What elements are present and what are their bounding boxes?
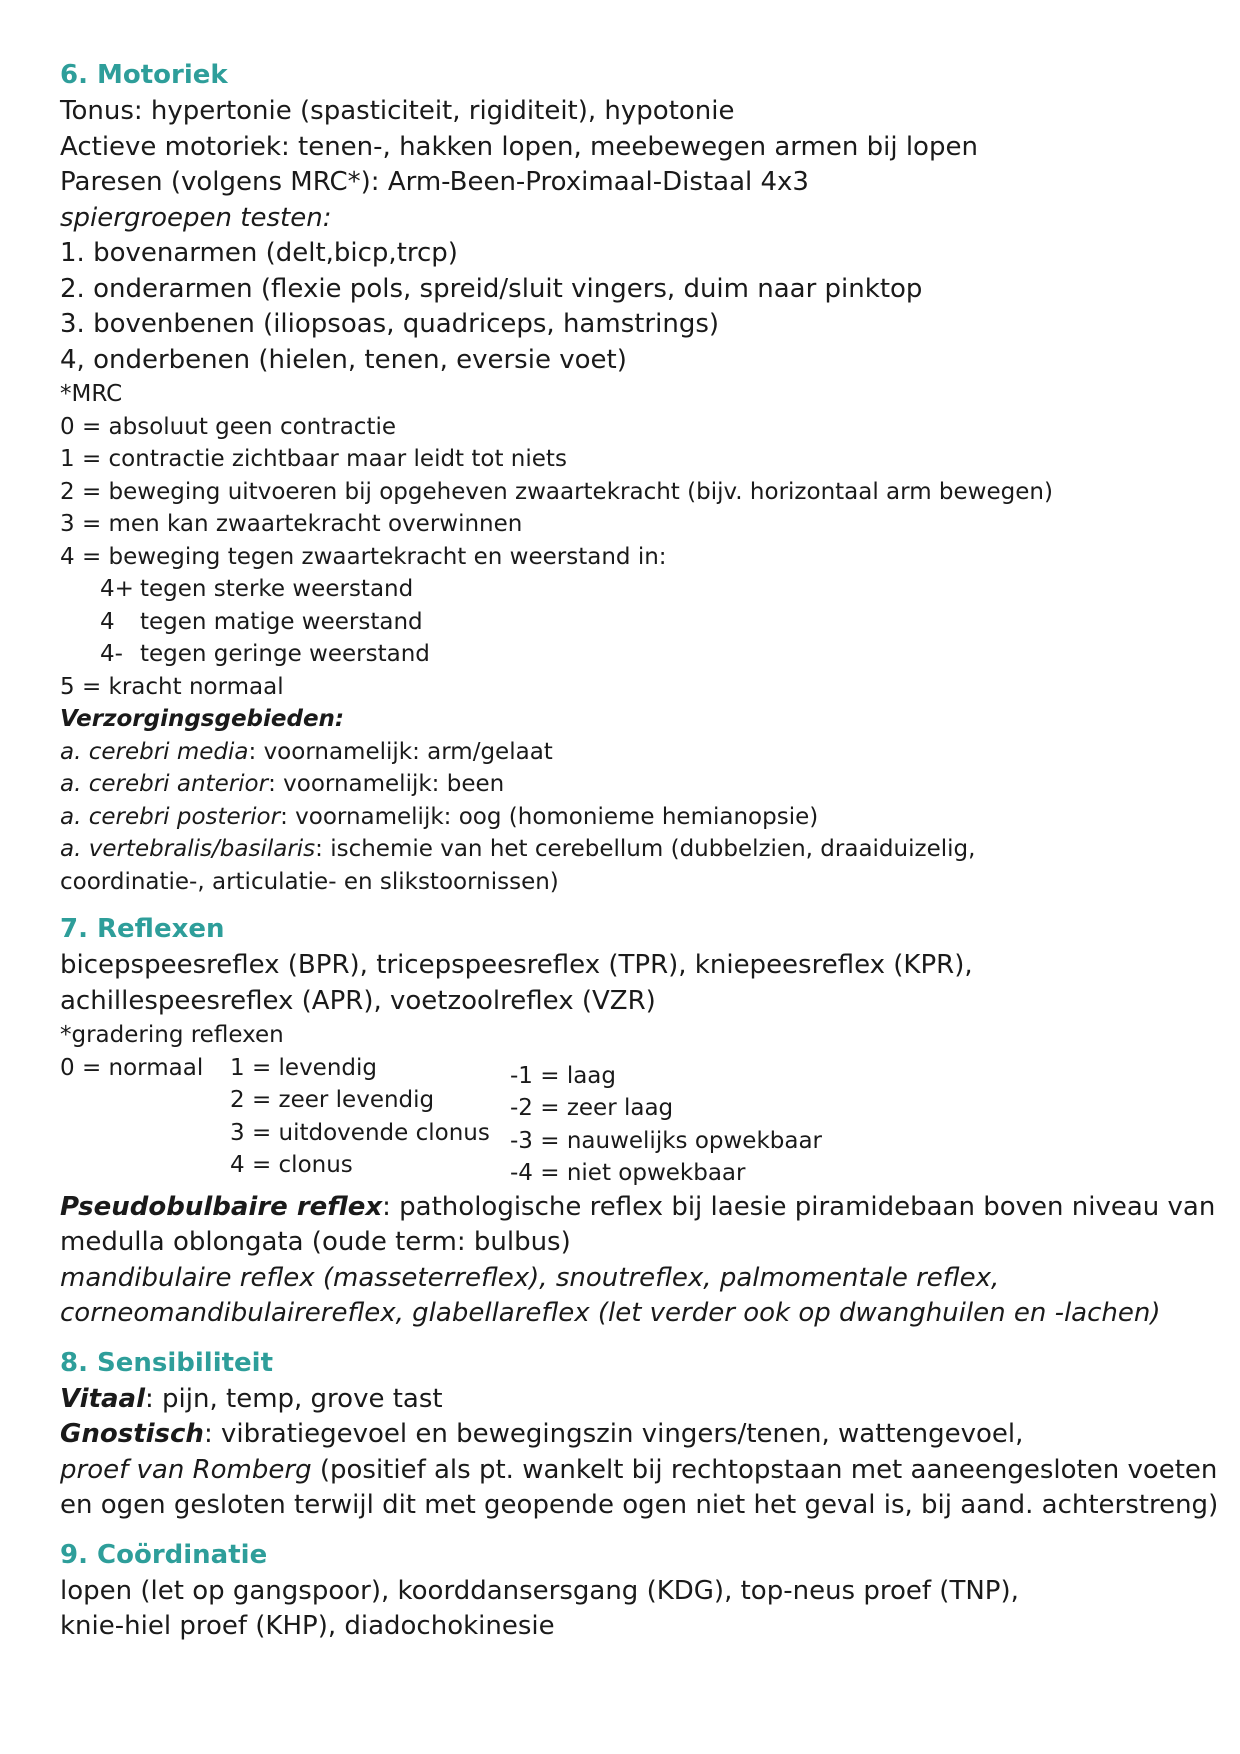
section-title: 8. Sensibiliteit — [60, 1347, 274, 1378]
artery-text: : ischemie van het cerebellum (dubbelzien, draaiduizelig, — [315, 836, 976, 862]
subgrade-code: 4 — [100, 608, 115, 635]
artery-text: : voornamelijk: oog (homonieme hemianopsie) — [280, 803, 819, 830]
romberg-line — [60, 1453, 1218, 1489]
subgrade-code: 4+ — [100, 576, 134, 602]
subgrade-text: tegen sterke weerstand — [140, 576, 414, 602]
subgrade-code: 4- — [100, 641, 123, 667]
grading-entry: 3 = uitdovende clonus — [230, 1119, 490, 1146]
grading-column — [230, 1052, 490, 1182]
pseudobulbaire-continuation: medulla oblongata (oude term: bulbus) — [60, 1227, 571, 1257]
artery-line — [60, 736, 1200, 769]
coordinatie-line: lopen (let op gangspoor), koorddansersgang (KDG), top-neus proef (TNP), — [60, 1575, 1019, 1606]
mrc-subgrade — [60, 638, 1200, 671]
section-coordinatie — [60, 1536, 1200, 1645]
section-sensibiliteit — [60, 1344, 1219, 1524]
artery-line — [60, 768, 1200, 801]
artery-name: a. cerebri anterior — [60, 771, 269, 797]
mrc-grade: 3 = men kan zwaartekracht overwinnen — [60, 511, 523, 537]
actieve-motoriek-line: Actieve motoriek: tenen-, hakken lopen, meebewegen armen bij lopen — [60, 131, 978, 162]
section-reflexen — [60, 910, 1216, 1332]
artery-name: a. cerebri media — [60, 738, 249, 765]
artery-continuation: coordinatie-, articulatie- en slikstoornissen) — [60, 868, 559, 895]
grading-entry: -4 = niet opwekbaar — [510, 1160, 746, 1186]
grading-column — [510, 1060, 822, 1190]
romberg-text: (positief als pt. wankelt bij rechtopstaan met aaneengesloten voeten — [311, 1454, 1218, 1485]
document-page — [60, 56, 1219, 1645]
paresen-line: Paresen (volgens MRC*): Arm-Been-Proximaal-Distaal 4x3 — [60, 167, 809, 197]
reflex-examples: mandibulaire reflex (masseterreflex), snoutreflex, palmomentale reflex, — [60, 1262, 1000, 1293]
gradering-label: *gradering reflexen — [60, 1022, 284, 1048]
list-item: 2. onderarmen (flexie pols, spreid/sluit vingers, duim naar pinktop — [60, 273, 923, 304]
artery-text: : voornamelijk: been — [268, 771, 505, 797]
pseudobulbaire-text: : pathologische reflex bij laesie piramidebaan boven niveau van — [382, 1191, 1216, 1222]
artery-text: : voornamelijk: arm/gelaat — [248, 738, 553, 765]
mrc-subgrade — [60, 573, 1200, 606]
verzorgingsgebieden-title: Verzorgingsgebieden: — [60, 706, 345, 732]
section-motoriek — [60, 56, 1200, 898]
romberg-term: proef van Romberg — [60, 1454, 312, 1485]
mrc-grade: 1 = contractie zichtbaar maar leidt tot niets — [60, 446, 567, 472]
section-title: 9. Coördinatie — [60, 1539, 268, 1570]
gnostisch-text: : vibratiegevoel en bewegingszin vingers/tenen, wattengevoel, — [203, 1419, 1024, 1449]
vitaal-line — [60, 1382, 1200, 1418]
gnostisch-line — [60, 1417, 1200, 1453]
mrc-grade: 5 = kracht normaal — [60, 673, 284, 700]
spiergroepen-label: spiergroepen testen: — [60, 202, 332, 233]
section-title: 7. Reflexen — [60, 914, 225, 944]
romberg-continuation: en ogen gesloten terwijl dit met geopende ogen niet het geval is, bij aand. achterstreng) — [60, 1490, 1219, 1520]
mrc-grade: 2 = beweging uitvoeren bij opgeheven zwaartekracht (bijv. horizontaal arm bewegen) — [60, 478, 1053, 505]
artery-line — [60, 833, 1200, 866]
list-item: 4, onderbenen (hielen, tenen, eversie voet) — [60, 344, 627, 375]
list-item: 3. bovenbenen (iliopsoas, quadriceps, hamstrings) — [60, 309, 720, 339]
pseudobulbaire-term: Pseudobulbaire reflex — [60, 1191, 383, 1222]
grading-entry: -3 = nauwelijks opwekbaar — [510, 1127, 823, 1154]
mrc-grade: 4 = beweging tegen zwaartekracht en weerstand in: — [60, 543, 667, 570]
mrc-subgrade — [60, 606, 1200, 639]
grading-entry: 1 = levendig — [230, 1054, 377, 1081]
pseudobulbaire-line — [60, 1190, 1216, 1226]
reflex-grading-table — [60, 1052, 1200, 1186]
grading-entry: 0 = normaal — [60, 1054, 204, 1081]
tonus-line: Tonus: hypertonie (spasticiteit, rigiditeit), hypotonie — [60, 96, 735, 126]
mrc-grade: 0 = absoluut geen contractie — [60, 413, 397, 440]
reflex-examples: corneomandibulairereflex, glabellareflex (let verder ook op dwanghuilen en -lachen) — [60, 1298, 1161, 1328]
mrc-label: *MRC — [60, 381, 123, 407]
subgrade-text: tegen matige weerstand — [140, 608, 423, 635]
grading-entry: 4 = clonus — [230, 1152, 353, 1178]
subgrade-text: tegen geringe weerstand — [140, 641, 430, 667]
vitaal-text: : pijn, temp, grove tast — [145, 1383, 443, 1414]
vitaal-term: Vitaal — [60, 1383, 146, 1414]
grading-entry: -2 = zeer laag — [510, 1095, 674, 1121]
reflex-list-line: achillespeesreflex (APR), voetzoolreflex (VZR) — [60, 985, 656, 1016]
artery-name: a. cerebri posterior — [60, 803, 281, 830]
grading-column — [60, 1052, 203, 1085]
grading-entry: 2 = zeer levendig — [230, 1087, 435, 1113]
list-item: 1. bovenarmen (delt,bicp,trcp) — [60, 238, 458, 268]
artery-name: a. vertebralis/basilaris — [60, 836, 316, 862]
grading-entry: -1 = laag — [510, 1062, 617, 1089]
coordinatie-line: knie-hiel proef (KHP), diadochokinesie — [60, 1611, 555, 1641]
gnostisch-term: Gnostisch — [60, 1419, 204, 1449]
reflex-list-line: bicepspeesreflex (BPR), tricepspeesreflex (TPR), kniepeesreflex (KPR), — [60, 950, 973, 980]
artery-line — [60, 801, 1200, 834]
section-title: 6. Motoriek — [60, 60, 228, 90]
